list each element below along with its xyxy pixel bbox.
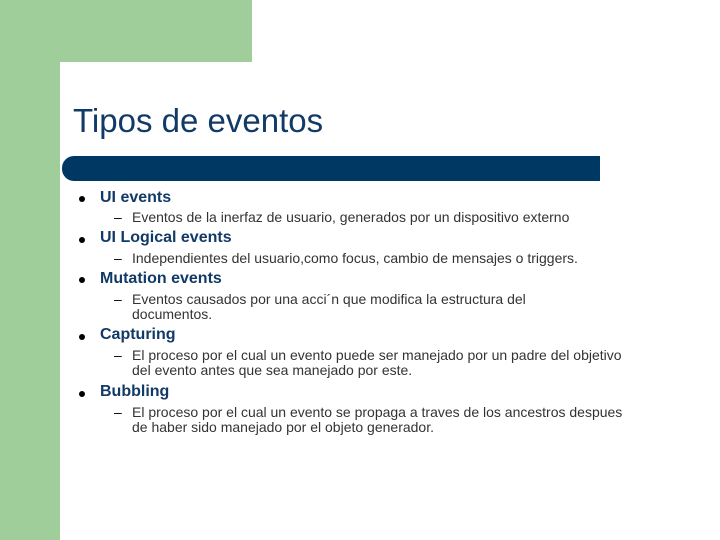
sub-bullet-ui-events: Eventos de la inerfaz de usuario, generados por un dispositivo externo [132,209,570,225]
sub-bullet-ui-logical-events: Independientes del usuario,como focus, cambio de mensajes o triggers. [132,250,578,266]
sub-bullet-mutation-events: Eventos causados por una acci´n que modifica la estructura del documentos. [132,291,526,322]
bullet-dot [79,237,85,243]
sub-bullet-marker: – [114,347,122,363]
bullet-dot [79,334,85,340]
bullet-ui-events: UI events [100,189,172,206]
bullet-ui-logical-events: UI Logical events [100,229,232,246]
sub-bullet-marker: – [114,291,122,307]
bullet-dot [79,391,85,397]
bullet-mutation-events: Mutation events [100,270,222,287]
bullet-capturing: Capturing [100,326,176,343]
sub-bullet-capturing: El proceso por el cual un evento puede ser manejado por un padre del objetivo del evento antes que sea manejado por este. [132,347,622,378]
rounded-corner-decoration [60,62,100,102]
sub-bullet-marker: – [114,209,122,225]
sub-bullet-bubbling: El proceso por el cual un evento se propaga a traves de los ancestros despues de haber sido manejado por el objeto generador. [132,404,623,435]
sub-bullet-marker: – [114,250,122,266]
slide-title: Tipos de eventos [73,102,324,139]
bullet-bubbling: Bubbling [100,383,170,400]
title-rule-bar [62,156,600,181]
sub-bullet-marker: – [114,404,122,420]
bullet-dot [79,277,85,283]
green-side-band [0,0,60,540]
green-top-band [0,0,252,62]
bullet-dot [79,196,85,202]
